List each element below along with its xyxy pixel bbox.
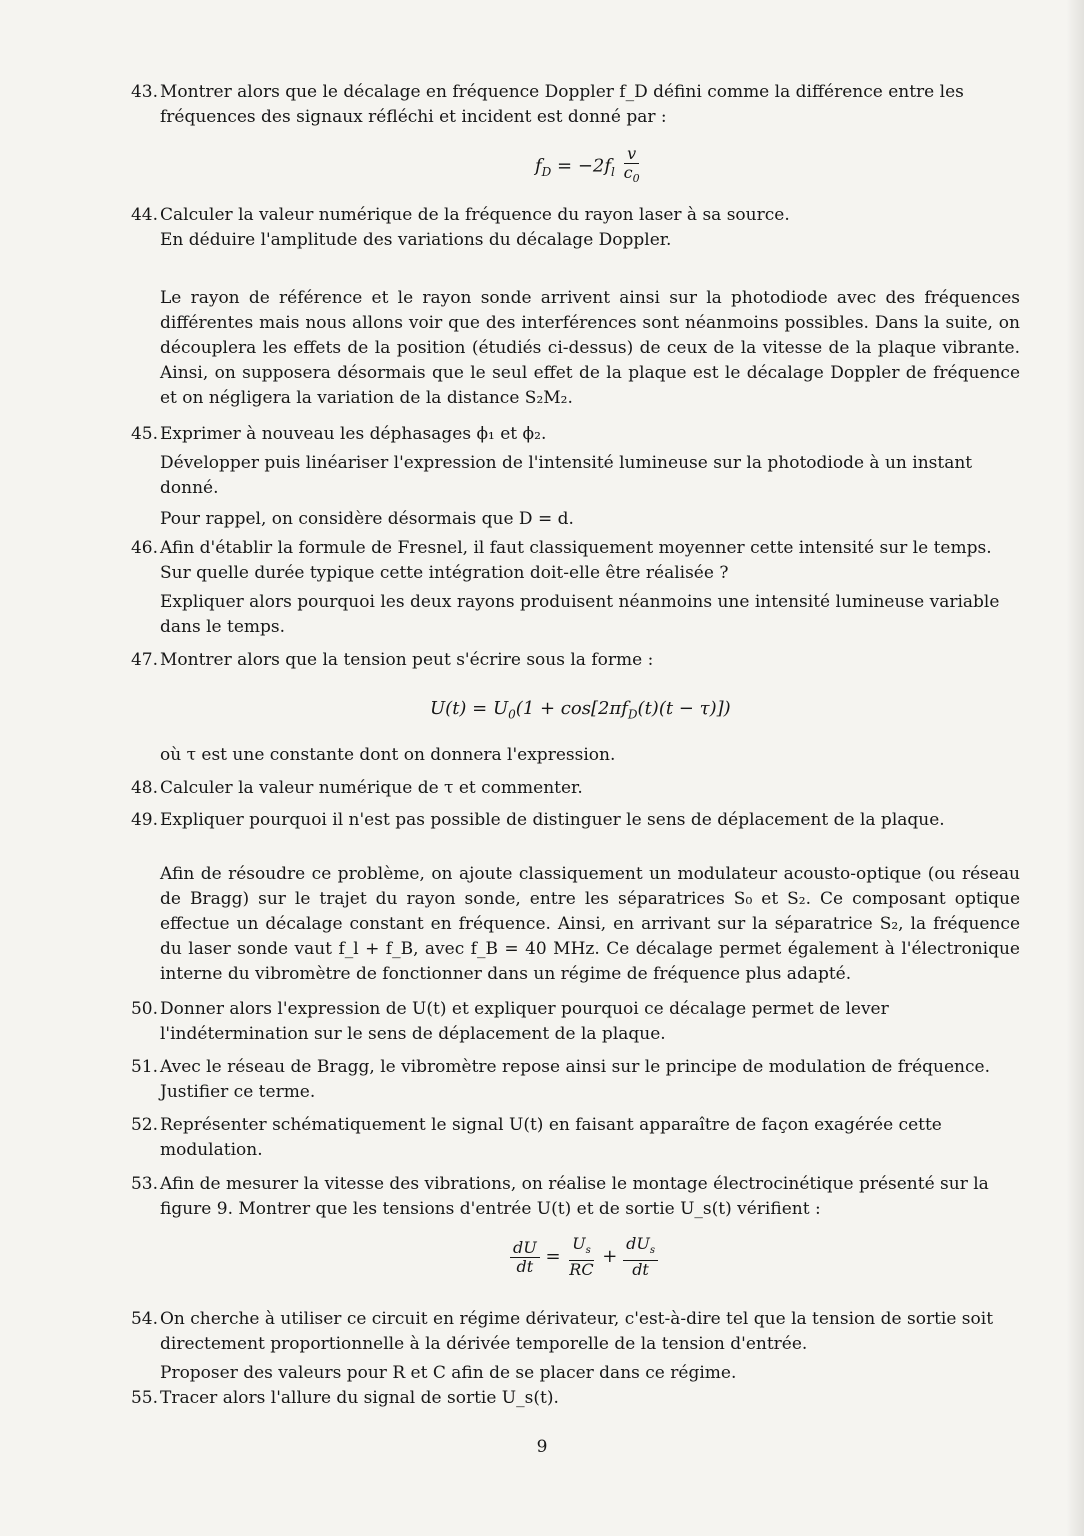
question-47 [120, 648, 1020, 673]
equation-tension: $U(t) = U_0(1 + \cos[2\pi f_D(t)(t - \tau)])$ [430, 698, 731, 722]
question-46 [120, 536, 1020, 640]
question-text: Proposer des valeurs pour R et C afin de se placer dans ce régime. [160, 1363, 737, 1383]
question-text: On cherche à utiliser ce circuit en régime dérivateur, c'est-à-dire tel que la tension de sortie soit directement proportionnelle à la dérivée temporelle de la tension d'entrée. [160, 1309, 994, 1354]
question-51 [120, 1055, 1020, 1105]
question-number: 47. [130, 650, 158, 670]
question-text: Tracer alors l'allure du signal de sortie U_s(t). [160, 1388, 559, 1408]
question-number: 50. [130, 999, 158, 1019]
question-49 [120, 808, 1020, 833]
question-54 [120, 1307, 1020, 1386]
question-number: 52. [130, 1115, 158, 1135]
question-number: 53. [130, 1174, 158, 1194]
question-number: 51. [130, 1057, 158, 1077]
question-text: Exprimer à nouveau les déphasages ϕ₁ et ϕ₂. [160, 424, 547, 444]
question-50 [120, 997, 1020, 1047]
question-number: 55. [130, 1388, 158, 1408]
context-paragraph-2: Afin de résoudre ce problème, on ajoute classiquement un modulateur acousto-optique (ou réseau de Bragg) sur le trajet du rayon sonde, entre les séparatrices S₀ et S₂. Ce composant optique effectue un décalage constant en fréquence. Ainsi, en arrivant sur la séparatrice S₂, la fréquence du laser sonde vaut f_l + f_B, avec f_B = 40 MHz. Ce décalage permet également à l'électronique interne du vibromètre de fonctionner dans un régime de fréquence plus adapté. [160, 864, 1020, 984]
question-52 [120, 1113, 1020, 1163]
question-number: 44. [130, 205, 158, 225]
question-number: 48. [130, 778, 158, 798]
question-55 [120, 1386, 1020, 1411]
question-number: 45. [130, 424, 158, 444]
question-text: Montrer alors que la tension peut s'écrire sous la forme : [160, 650, 654, 670]
question-text: Calculer la valeur numérique de la fréquence du rayon laser à sa source. [160, 205, 790, 225]
question-number: 46. [130, 538, 158, 558]
question-number: 43. [130, 82, 158, 102]
question-44 [120, 203, 1020, 253]
question-text: Afin de mesurer la vitesse des vibrations, on réalise le montage électrocinétique présenté sur la figure 9. Montrer que les tensions d'entrée U(t) et de sortie U_s(t) vérifient : [160, 1174, 989, 1219]
equation-circuit: $\frac{dU}{dt}$ = $\frac{U_s}{RC}$ + $\frac{dU_s}{dt}$ [510, 1235, 658, 1279]
context-paragraph-1: Le rayon de référence et le rayon sonde arrivent ainsi sur la photodiode avec des fréquences différentes mais nous allons voir que des interférences sont néanmoins possibles. Dans la suite, on découplera les effets de la position (étudiés ci-dessus) de ceux de la vitesse de la plaque vibrante. Ainsi, on supposera désormais que le seul effet de la plaque est le décalage Doppler de fréquence et on négligera la variation de la distance S₂M₂. [160, 288, 1020, 408]
question-text: Expliquer alors pourquoi les deux rayons produisent néanmoins une intensité lumineuse variable dans le temps. [160, 592, 1000, 637]
page-number: 9 [536, 1437, 548, 1457]
equation-note: où τ est une constante dont on donnera l'expression. [160, 745, 616, 765]
question-text: Développer puis linéariser l'expression de l'intensité lumineuse sur la photodiode à un instant donné. [160, 453, 973, 498]
equation-doppler: $f_D = -2f_l$ $\frac{v}{c_0}$ [535, 144, 640, 186]
question-text: Afin d'établir la formule de Fresnel, il faut classiquement moyenner cette intensité sur le temps. Sur quelle durée typique cette intégration doit-elle être réalisée ? [160, 538, 992, 583]
question-text: Pour rappel, on considère désormais que D = d. [160, 509, 574, 529]
question-43 [120, 80, 1020, 130]
question-text: Expliquer pourquoi il n'est pas possible de distinguer le sens de déplacement de la plaque. [160, 810, 945, 830]
question-53 [120, 1172, 1020, 1222]
question-45 [120, 422, 1020, 532]
question-number: 49. [130, 810, 158, 830]
question-text: Donner alors l'expression de U(t) et expliquer pourquoi ce décalage permet de lever l'indétermination sur le sens de déplacement de la plaque. [160, 999, 889, 1044]
question-text: En déduire l'amplitude des variations du décalage Doppler. [160, 230, 672, 250]
question-text: Avec le réseau de Bragg, le vibromètre repose ainsi sur le principe de modulation de fréquence. Justifier ce terme. [160, 1057, 990, 1102]
question-text: Représenter schématiquement le signal U(t) en faisant apparaître de façon exagérée cette modulation. [160, 1115, 942, 1160]
question-48 [120, 776, 1020, 801]
question-text: Montrer alors que le décalage en fréquence Doppler f_D défini comme la différence entre les fréquences des signaux réfléchi et incident est donné par : [160, 82, 964, 127]
question-text: Calculer la valeur numérique de τ et commenter. [160, 778, 583, 798]
question-number: 54. [130, 1309, 158, 1329]
